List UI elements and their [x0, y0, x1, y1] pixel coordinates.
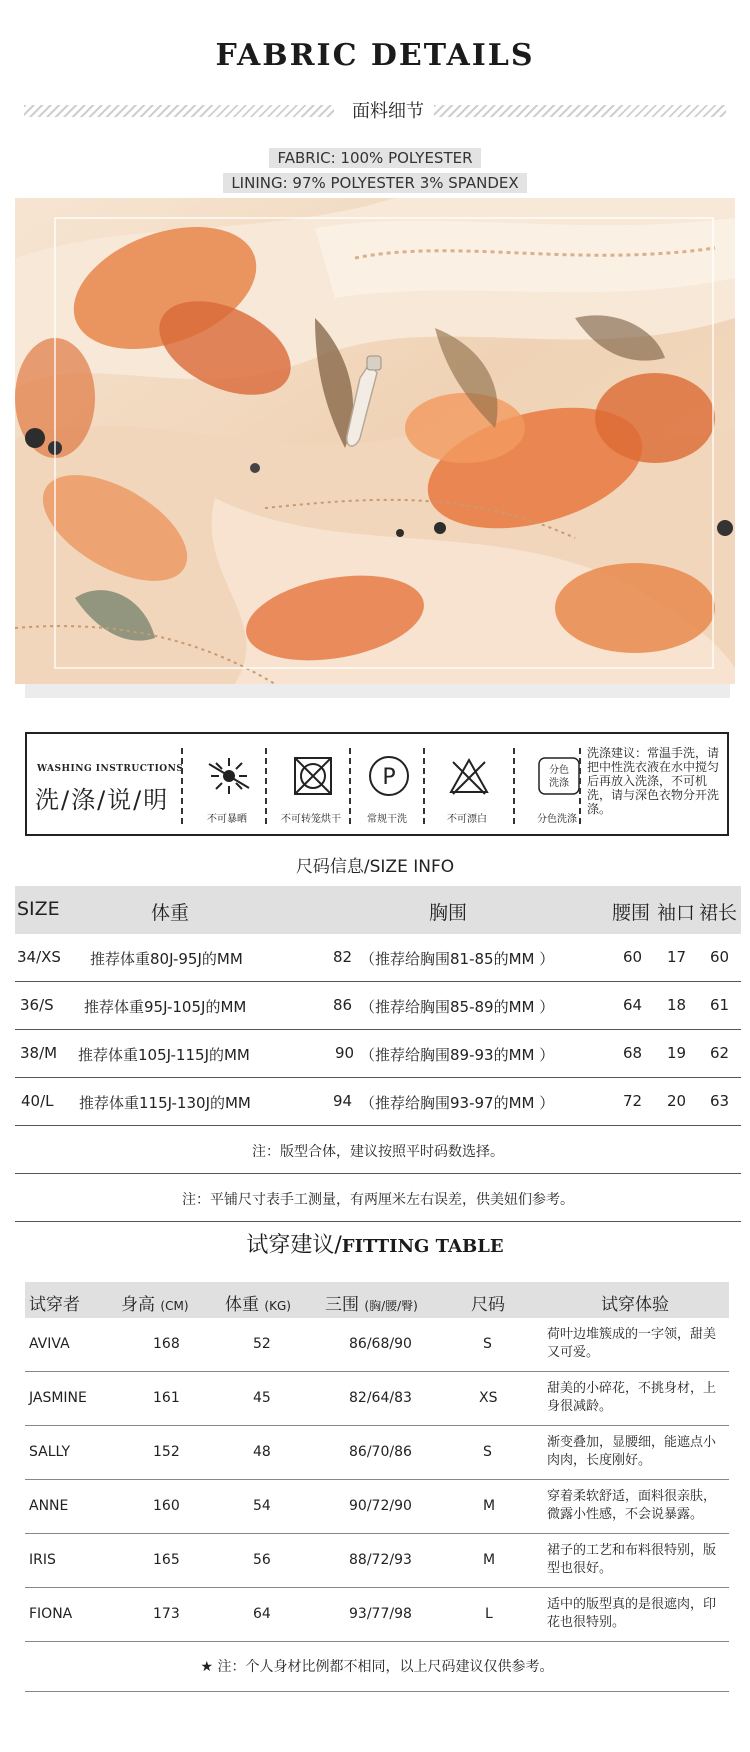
wash-item-wash-separately: 分色 洗涤 分色洗涤	[517, 748, 597, 828]
fitting-heading: 试穿建议/FITTING TABLE	[246, 1233, 504, 1258]
size-note-measure: 注：平铺尺寸表手工测量，有两厘米左右误差，供美妞们参考。	[15, 1174, 741, 1222]
fitting-row: SALLY 152 48 86/70/86 S 渐变叠加，显腰细，能遮点小肉肉，长度刚好。	[25, 1426, 729, 1480]
wash-divider	[265, 748, 267, 824]
no-tumble-dry-icon	[291, 754, 335, 798]
size-row: 36/S 推荐体重95J-105J的MM 86 （推荐给胸围85-89的MM ） 64 18 61	[15, 982, 741, 1030]
col-bust: 胸围	[429, 902, 468, 924]
subtitle-row	[24, 97, 726, 125]
lining-composition: LINING: 97% POLYESTER 3% SPANDEX	[0, 173, 750, 193]
dry-clean-p-icon	[367, 754, 411, 798]
hatch-divider-right	[434, 105, 726, 117]
col-measure: 三围 (胸/腰/臀)	[325, 1295, 418, 1315]
no-sun-dry-icon	[207, 754, 251, 798]
col-height: 身高 (CM)	[121, 1295, 189, 1315]
no-bleach-icon	[447, 754, 491, 798]
wash-divider	[579, 748, 581, 824]
size-row: 38/M 推荐体重105J-115J的MM 90 （推荐给胸围89-93的MM ） 68 19 62	[15, 1030, 741, 1078]
fitting-footer-note: ★ 注：个人身材比例都不相同，以上尺码建议仅供参考。	[25, 1644, 729, 1692]
col-size: SIZE	[17, 898, 60, 920]
size-table-header	[15, 886, 741, 934]
col-cuff: 袖口	[657, 902, 696, 924]
svg-text:洗涤: 洗涤	[549, 778, 569, 789]
fabric-composition: FABRIC: 100% POLYESTER	[0, 148, 750, 168]
fitting-table-header: 试穿者 身高 (CM) 体重 (KG) 三围 (胸/腰/臀) 尺码 试穿体验	[25, 1282, 729, 1318]
wash-item-no-bleach: 不可漂白	[427, 748, 507, 828]
col-weight: 体重	[151, 902, 190, 924]
wash-separately-icon	[537, 754, 581, 798]
washing-instructions	[25, 732, 729, 836]
fitting-row: FIONA 173 64 93/77/98 L 适中的版型真的是很遮肉，印花也很特别。	[25, 1588, 729, 1642]
fitting-row: ANNE 160 54 90/72/90 M 穿着柔软舒适，面料很亲肤，微露小性感，不会说暴露。	[25, 1480, 729, 1534]
wash-item-dry-clean: P 常规干洗	[347, 748, 427, 828]
photo-shadow	[25, 684, 730, 698]
size-note-fit: 注：版型合体，建议按照平时码数选择。	[15, 1126, 741, 1174]
washing-title-cn: 洗/涤/说/明	[35, 786, 170, 814]
svg-text:P: P	[382, 765, 396, 790]
svg-text:分色: 分色	[549, 765, 569, 776]
col-waist: 腰围	[612, 902, 651, 924]
wash-divider	[423, 748, 425, 824]
fabric-photo	[15, 198, 735, 684]
col-weight: 体重 (KG)	[225, 1295, 291, 1315]
fitting-row: IRIS 165 56 88/72/93 M 裙子的工艺和布料很特别，版型也很好。	[25, 1534, 729, 1588]
washing-title-en: WASHING INSTRUCTIONS	[37, 764, 184, 774]
hatch-divider-left	[24, 105, 334, 117]
size-row: 40/L 推荐体重115J-130J的MM 94 （推荐给胸围93-97的MM ） 72 20 63	[15, 1078, 741, 1126]
size-info-heading: 尺码信息/SIZE INFO	[295, 857, 455, 877]
washing-note: 洗涤建议：常温手洗，请把中性洗衣液在水中搅匀后再放入洗涤，不可机洗，请与深色衣物分开洗涤。	[587, 746, 720, 816]
size-row: 34/XS 推荐体重80J-95J的MM 82 （推荐给胸围81-85的MM ） 60 17 60	[15, 934, 741, 982]
fitting-row: AVIVA 168 52 86/68/90 S 荷叶边堆簇成的一字领，甜美又可爱。	[25, 1318, 729, 1372]
col-length: 裙长	[699, 902, 738, 924]
page-title: FABRIC DETAILS	[215, 38, 535, 73]
wash-divider	[513, 748, 515, 824]
fitting-row: JASMINE 161 45 82/64/83 XS 甜美的小碎花，不挑身材，上身很减龄。	[25, 1372, 729, 1426]
wash-item-no-tumble: 不可转笼烘干	[271, 748, 351, 828]
wash-item-no-sun: 不可暴晒	[187, 748, 267, 828]
wash-divider	[181, 748, 183, 824]
page-subtitle: 面料细节	[352, 101, 424, 122]
